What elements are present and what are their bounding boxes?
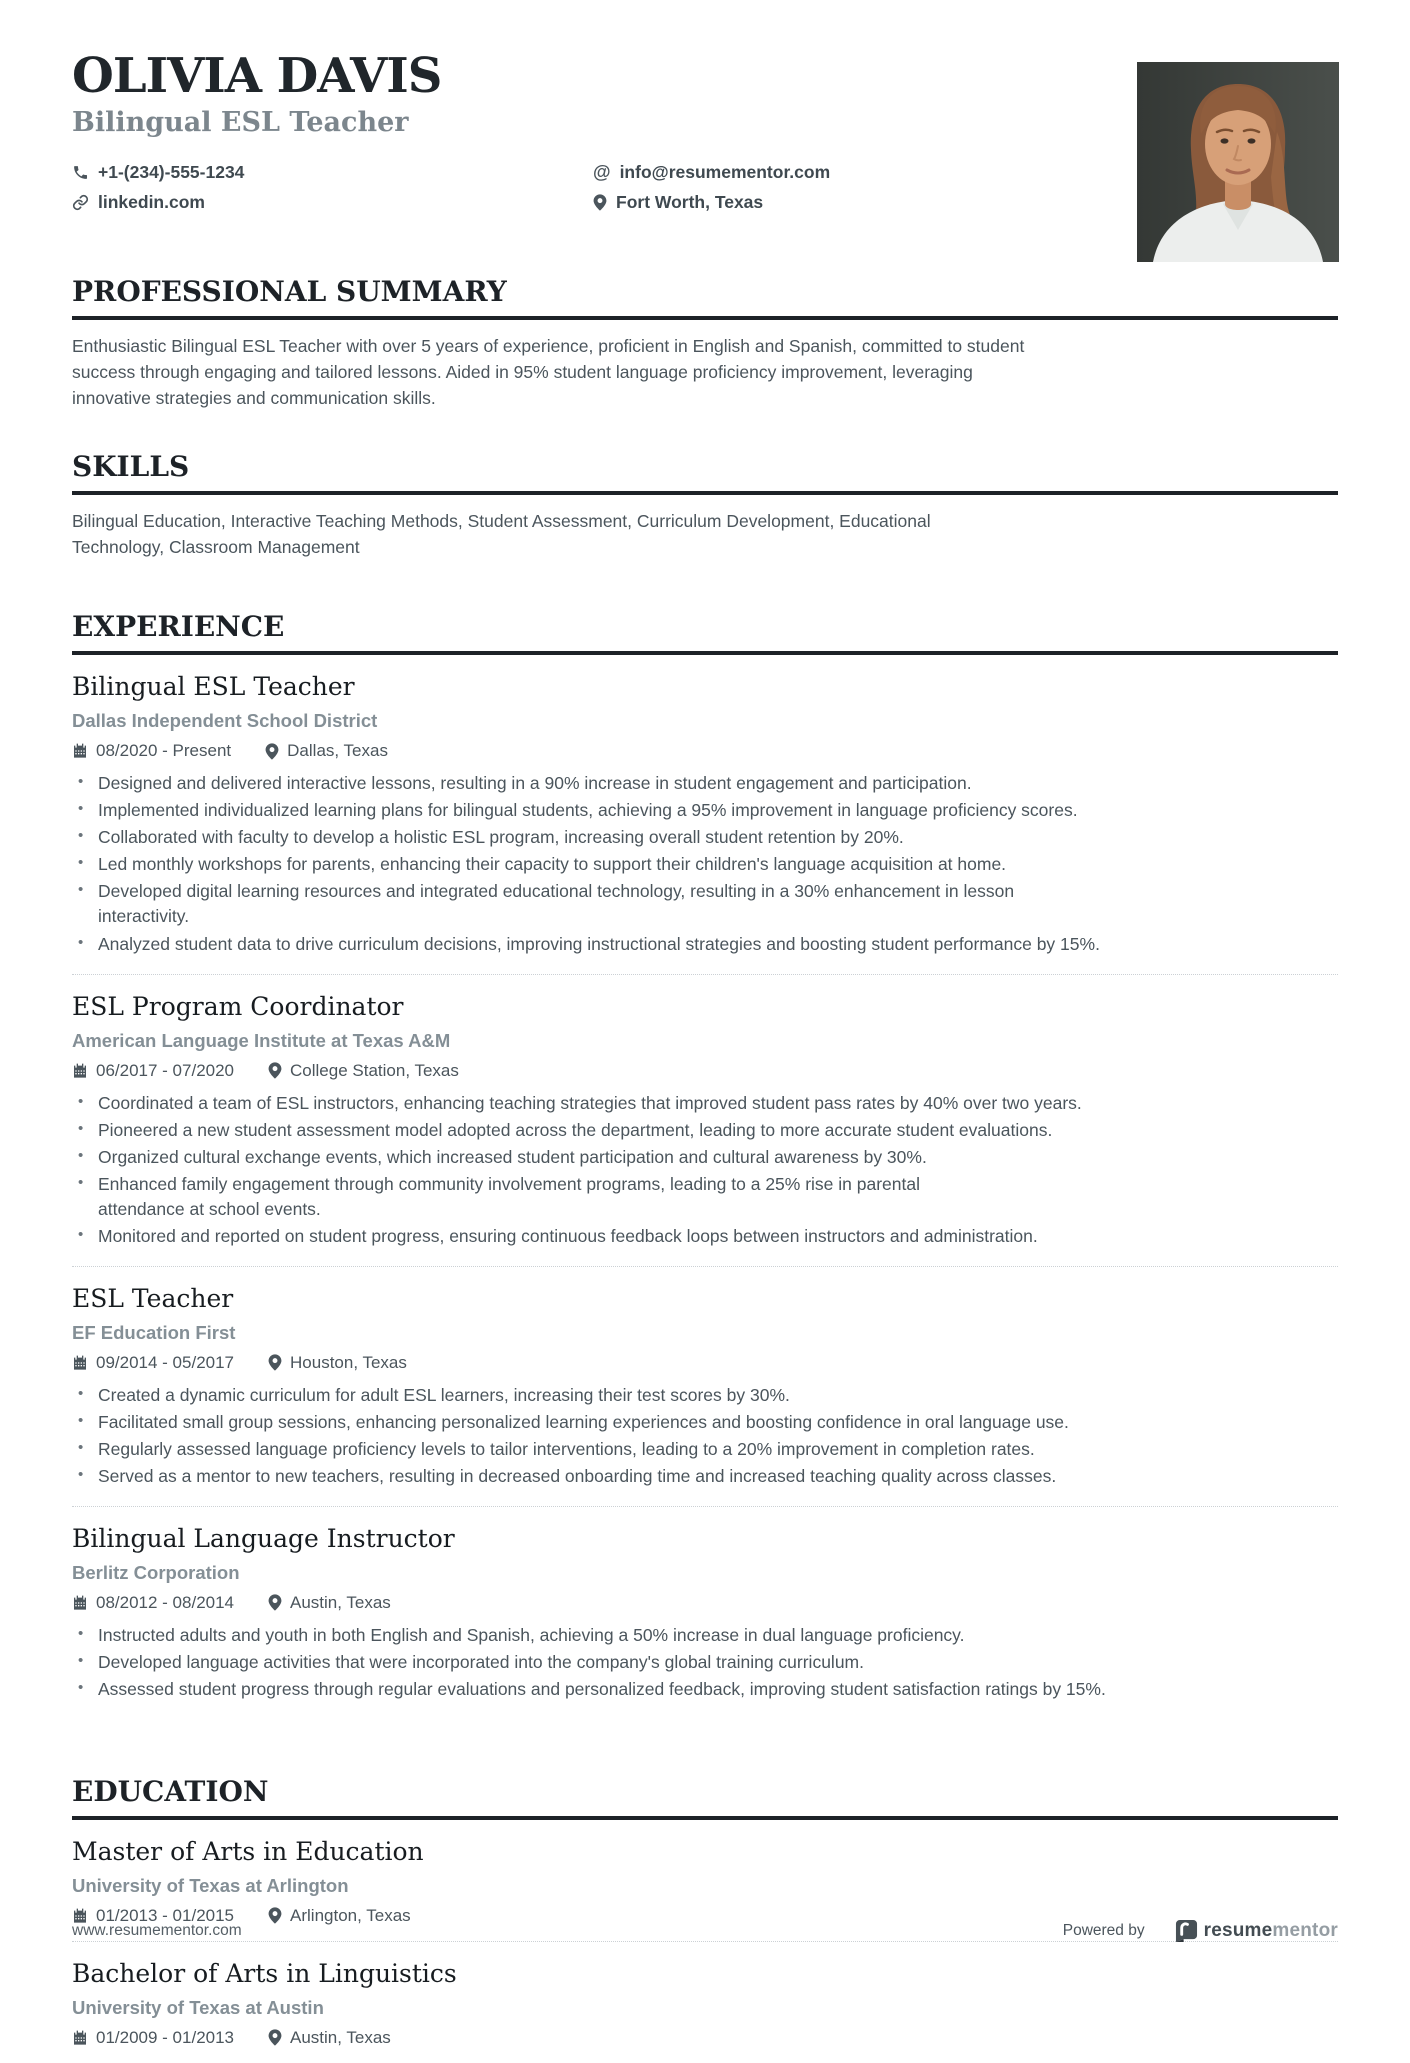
entry-meta: [72, 1061, 1338, 1081]
entry-meta: [72, 1353, 1338, 1373]
entry-dates: 08/2012 - 08/2014: [72, 1593, 234, 1613]
entry-dates: 09/2014 - 05/2017: [72, 1353, 234, 1373]
entry-title: ESL Teacher: [72, 1283, 234, 1313]
section-professional-summary: [72, 275, 1338, 412]
person-name: OLIVIA DAVIS: [72, 48, 442, 104]
bullet-item: • Regularly assessed language proficiency levels to tailor interventions, leading to a 20% improvement in completion rates.: [72, 1437, 1338, 1462]
section-heading: EXPERIENCE: [72, 610, 1338, 655]
entry-dates: 06/2017 - 07/2020: [72, 1061, 234, 1081]
entry-title: Bilingual ESL Teacher: [72, 672, 355, 702]
entry-location: Austin, Texas: [268, 2028, 391, 2048]
entry-location: Arlington, Texas: [268, 1906, 411, 1926]
entry-title: ESL Program Coordinator: [72, 991, 404, 1021]
bullet-item: • Monitored and reported on student progress, ensuring continuous feedback loops between instructors and administration.: [72, 1224, 1338, 1249]
bullet-item: • Led monthly workshops for parents, enhancing their capacity to support their children's language acquisition at home.: [72, 852, 1338, 877]
location-pin-icon: [268, 1354, 282, 1371]
link-icon: [72, 194, 89, 211]
section-experience: [72, 610, 1338, 1718]
bullet-item: • Developed digital learning resources and integrated educational technology, resulting in a 30% enhancement in lesson interactivity.: [72, 879, 1338, 929]
page-footer: [72, 1919, 1338, 1943]
contact-location: [593, 192, 1072, 213]
entry-dates: 01/2009 - 01/2013: [72, 2028, 234, 2048]
calendar-icon: [72, 1595, 88, 1611]
powered-by-label: Powered by: [1062, 1922, 1145, 1939]
location-pin-icon: [265, 743, 279, 760]
person-job-title: Bilingual ESL Teacher: [72, 106, 409, 138]
entry-location: Houston, Texas: [268, 1353, 407, 1373]
bullet-item: • Collaborated with faculty to develop a holistic ESL program, increasing overall student retention by 20%.: [72, 825, 1338, 850]
entry-company: American Language Institute at Texas A&M: [72, 1029, 451, 1051]
experience-entry: [72, 974, 1338, 1266]
summary-text: Enthusiastic Bilingual ESL Teacher with over 5 years of experience, proficient in English and Spanish, committed to student success through engaging and tailored lessons. Aided in 95% student language proficiency improvement, leveraging innovative strategies and communication skills.: [72, 335, 1025, 408]
profile-photo: [1137, 62, 1339, 262]
section-skills: [72, 450, 1338, 561]
contact-email[interactable]: [593, 162, 1072, 183]
bullet-item: • Served as a mentor to new teachers, resulting in decreased onboarding time and increased teaching quality across classes.: [72, 1464, 1338, 1489]
bullet-item: • Assessed student progress through regular evaluations and personalized feedback, improving student satisfaction ratings by 15%.: [72, 1677, 1338, 1702]
bullet-list: [72, 1383, 1338, 1489]
entry-dates: 01/2013 - 01/2015: [72, 1906, 234, 1926]
section-heading: EDUCATION: [72, 1775, 1338, 1820]
section-heading: PROFESSIONAL SUMMARY: [72, 275, 1338, 320]
resumementor-logo-icon: [1175, 1919, 1198, 1943]
linkedin-url[interactable]: linkedin.com: [98, 191, 205, 212]
bullet-item: • Coordinated a team of ESL instructors, enhancing teaching strategies that improved student pass rates by 40% over two years.: [72, 1091, 1338, 1116]
entry-company: Dallas Independent School District: [72, 710, 378, 732]
bullet-item: • Organized cultural exchange events, which increased student participation and cultural awareness by 30%.: [72, 1145, 1338, 1170]
email-address[interactable]: info@resumementor.com: [619, 161, 831, 182]
bullet-item: • Analyzed student data to drive curriculum decisions, improving instructional strategies and boosting student performance by 15%.: [72, 932, 1338, 957]
skills-text: Bilingual Education, Interactive Teaching Methods, Student Assessment, Curriculum Development, Educational Technology, Classroom Management: [72, 510, 931, 557]
resumementor-logo[interactable]: [1175, 1919, 1338, 1943]
bullet-item: • Created a dynamic curriculum for adult ESL learners, increasing their test scores by 30%.: [72, 1383, 1338, 1408]
contact-info: [72, 162, 1072, 213]
phone-number: +1-(234)-555-1234: [98, 161, 245, 182]
entry-title: Bachelor of Arts in Linguistics: [72, 1958, 457, 1988]
calendar-icon: [72, 743, 88, 759]
location-pin-icon: [593, 194, 607, 211]
entry-location: College Station, Texas: [268, 1061, 459, 1081]
powered-by: [1063, 1919, 1338, 1943]
bullet-item: • Enhanced family engagement through community involvement programs, leading to a 25% rise in parental attendance at school events.: [72, 1172, 1338, 1222]
bullet-item: • Implemented individualized learning plans for bilingual students, achieving a 95% improvement in language proficiency scores.: [72, 798, 1338, 823]
logo-wordmark: resumementor: [1203, 1920, 1338, 1941]
portrait-illustration: [1137, 62, 1339, 262]
location-pin-icon: [268, 2029, 282, 2046]
experience-entry: [72, 655, 1338, 973]
experience-entry: [72, 1266, 1338, 1506]
experience-entry: [72, 1506, 1338, 1719]
entry-company: Berlitz Corporation: [72, 1561, 240, 1583]
education-entry: [72, 1941, 1338, 2063]
entry-location: Austin, Texas: [268, 1593, 391, 1613]
bullet-item: • Instructed adults and youth in both English and Spanish, achieving a 50% increase in dual language proficiency.: [72, 1623, 1338, 1648]
contact-linkedin[interactable]: [72, 192, 593, 213]
entry-meta: [72, 741, 1338, 761]
entry-meta: [72, 2028, 1338, 2048]
calendar-icon: [72, 1355, 88, 1371]
location-pin-icon: [268, 1062, 282, 1079]
bullet-item: • Facilitated small group sessions, enhancing personalized learning experiences and boosting confidence in oral language use.: [72, 1410, 1338, 1435]
calendar-icon: [72, 1063, 88, 1079]
entry-dates: 08/2020 - Present: [72, 741, 231, 761]
phone-icon: [72, 164, 89, 181]
experience-entries: [72, 655, 1338, 1718]
bullet-item: • Pioneered a new student assessment model adopted across the department, leading to more accurate student evaluations.: [72, 1118, 1338, 1143]
entry-title: Master of Arts in Education: [72, 1836, 424, 1866]
calendar-icon: [72, 2030, 88, 2046]
bullet-list: [72, 1091, 1338, 1249]
at-icon: @: [593, 161, 611, 182]
location-pin-icon: [268, 1594, 282, 1611]
entry-location: Dallas, Texas: [265, 741, 388, 761]
entry-meta: [72, 1593, 1338, 1613]
contact-phone: [72, 162, 593, 183]
section-heading: SKILLS: [72, 450, 1338, 495]
footer-website-link[interactable]: www.resumementor.com: [72, 1922, 242, 1939]
entry-company: University of Texas at Austin: [72, 1996, 324, 2018]
entry-company: University of Texas at Arlington: [72, 1874, 349, 1896]
bullet-list: [72, 771, 1338, 956]
bullet-item: • Designed and delivered interactive lessons, resulting in a 90% increase in student engagement and participation.: [72, 771, 1338, 796]
bullet-list: [72, 1623, 1338, 1702]
entry-company: EF Education First: [72, 1321, 236, 1343]
location-text: Fort Worth, Texas: [616, 191, 764, 212]
entry-title: Bilingual Language Instructor: [72, 1523, 455, 1553]
bullet-item: • Developed language activities that were incorporated into the company's global training curriculum.: [72, 1650, 1338, 1675]
